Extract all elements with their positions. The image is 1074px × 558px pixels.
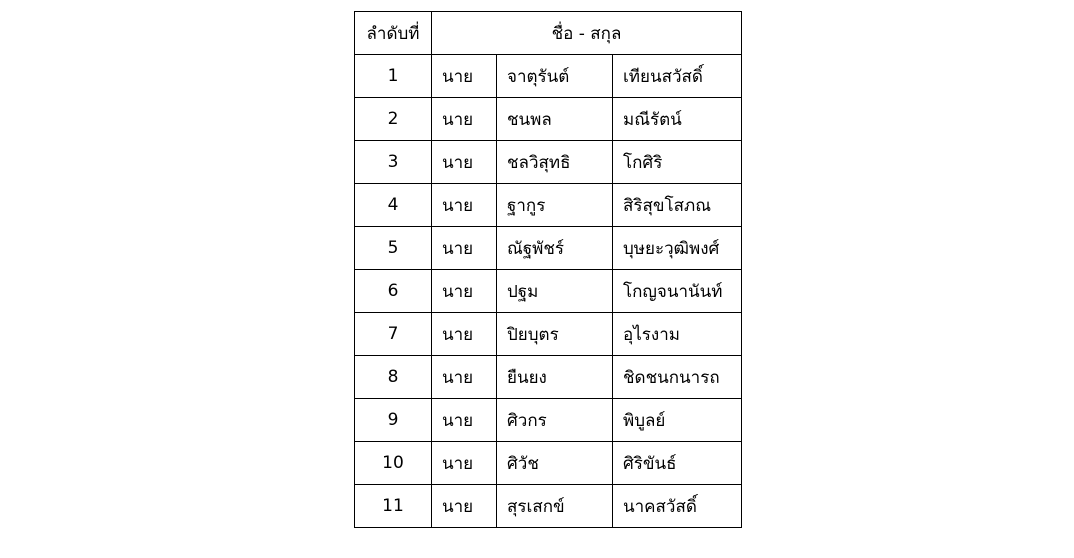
row-last-name: มณีรัตน์ bbox=[613, 98, 742, 141]
row-last-name: นาคสวัสดิ์ bbox=[613, 485, 742, 528]
row-number: 2 bbox=[355, 98, 432, 141]
row-number: 5 bbox=[355, 227, 432, 270]
header-full-name: ชื่อ - สกุล bbox=[432, 12, 742, 55]
table-row bbox=[355, 442, 742, 485]
table-row bbox=[355, 399, 742, 442]
row-number: 6 bbox=[355, 270, 432, 313]
row-title: นาย bbox=[432, 356, 497, 399]
row-title: นาย bbox=[432, 399, 497, 442]
row-title: นาย bbox=[432, 485, 497, 528]
name-roster-table bbox=[354, 11, 742, 528]
table-row bbox=[355, 356, 742, 399]
table-row bbox=[355, 270, 742, 313]
row-first-name: สุรเสกข์ bbox=[497, 485, 613, 528]
row-number: 4 bbox=[355, 184, 432, 227]
row-number: 10 bbox=[355, 442, 432, 485]
row-title: นาย bbox=[432, 141, 497, 184]
row-last-name: สิริสุขโสภณ bbox=[613, 184, 742, 227]
table-header-row bbox=[355, 12, 742, 55]
row-title: นาย bbox=[432, 98, 497, 141]
row-title: นาย bbox=[432, 227, 497, 270]
header-number: ลำดับที่ bbox=[355, 12, 432, 55]
row-last-name: เทียนสวัสดิ์ bbox=[613, 55, 742, 98]
row-first-name: ชลวิสุทธิ bbox=[497, 141, 613, 184]
row-first-name: ชนพล bbox=[497, 98, 613, 141]
row-first-name: ณัฐพัชร์ bbox=[497, 227, 613, 270]
row-first-name: จาตุรันต์ bbox=[497, 55, 613, 98]
row-first-name: ยืนยง bbox=[497, 356, 613, 399]
table-row bbox=[355, 98, 742, 141]
row-last-name: พิบูลย์ bbox=[613, 399, 742, 442]
row-number: 8 bbox=[355, 356, 432, 399]
row-last-name: บุษยะวุฒิพงศ์ bbox=[613, 227, 742, 270]
row-title: นาย bbox=[432, 55, 497, 98]
row-first-name: ฐากูร bbox=[497, 184, 613, 227]
row-number: 1 bbox=[355, 55, 432, 98]
row-first-name: ปิยบุตร bbox=[497, 313, 613, 356]
row-last-name: ชิดชนกนารถ bbox=[613, 356, 742, 399]
row-last-name: ศิริขันธ์ bbox=[613, 442, 742, 485]
table-row bbox=[355, 227, 742, 270]
row-title: นาย bbox=[432, 313, 497, 356]
row-title: นาย bbox=[432, 184, 497, 227]
row-first-name: ศิวัช bbox=[497, 442, 613, 485]
row-number: 3 bbox=[355, 141, 432, 184]
row-first-name: ศิวกร bbox=[497, 399, 613, 442]
table-row bbox=[355, 184, 742, 227]
row-first-name: ปฐม bbox=[497, 270, 613, 313]
row-number: 7 bbox=[355, 313, 432, 356]
row-title: นาย bbox=[432, 442, 497, 485]
row-number: 11 bbox=[355, 485, 432, 528]
table-body bbox=[355, 55, 742, 528]
row-last-name: โกญจนานันท์ bbox=[613, 270, 742, 313]
row-number: 9 bbox=[355, 399, 432, 442]
table-row bbox=[355, 141, 742, 184]
row-last-name: โกศิริ bbox=[613, 141, 742, 184]
table-row bbox=[355, 313, 742, 356]
table-row bbox=[355, 485, 742, 528]
row-title: นาย bbox=[432, 270, 497, 313]
table-row bbox=[355, 55, 742, 98]
row-last-name: อุไรงาม bbox=[613, 313, 742, 356]
